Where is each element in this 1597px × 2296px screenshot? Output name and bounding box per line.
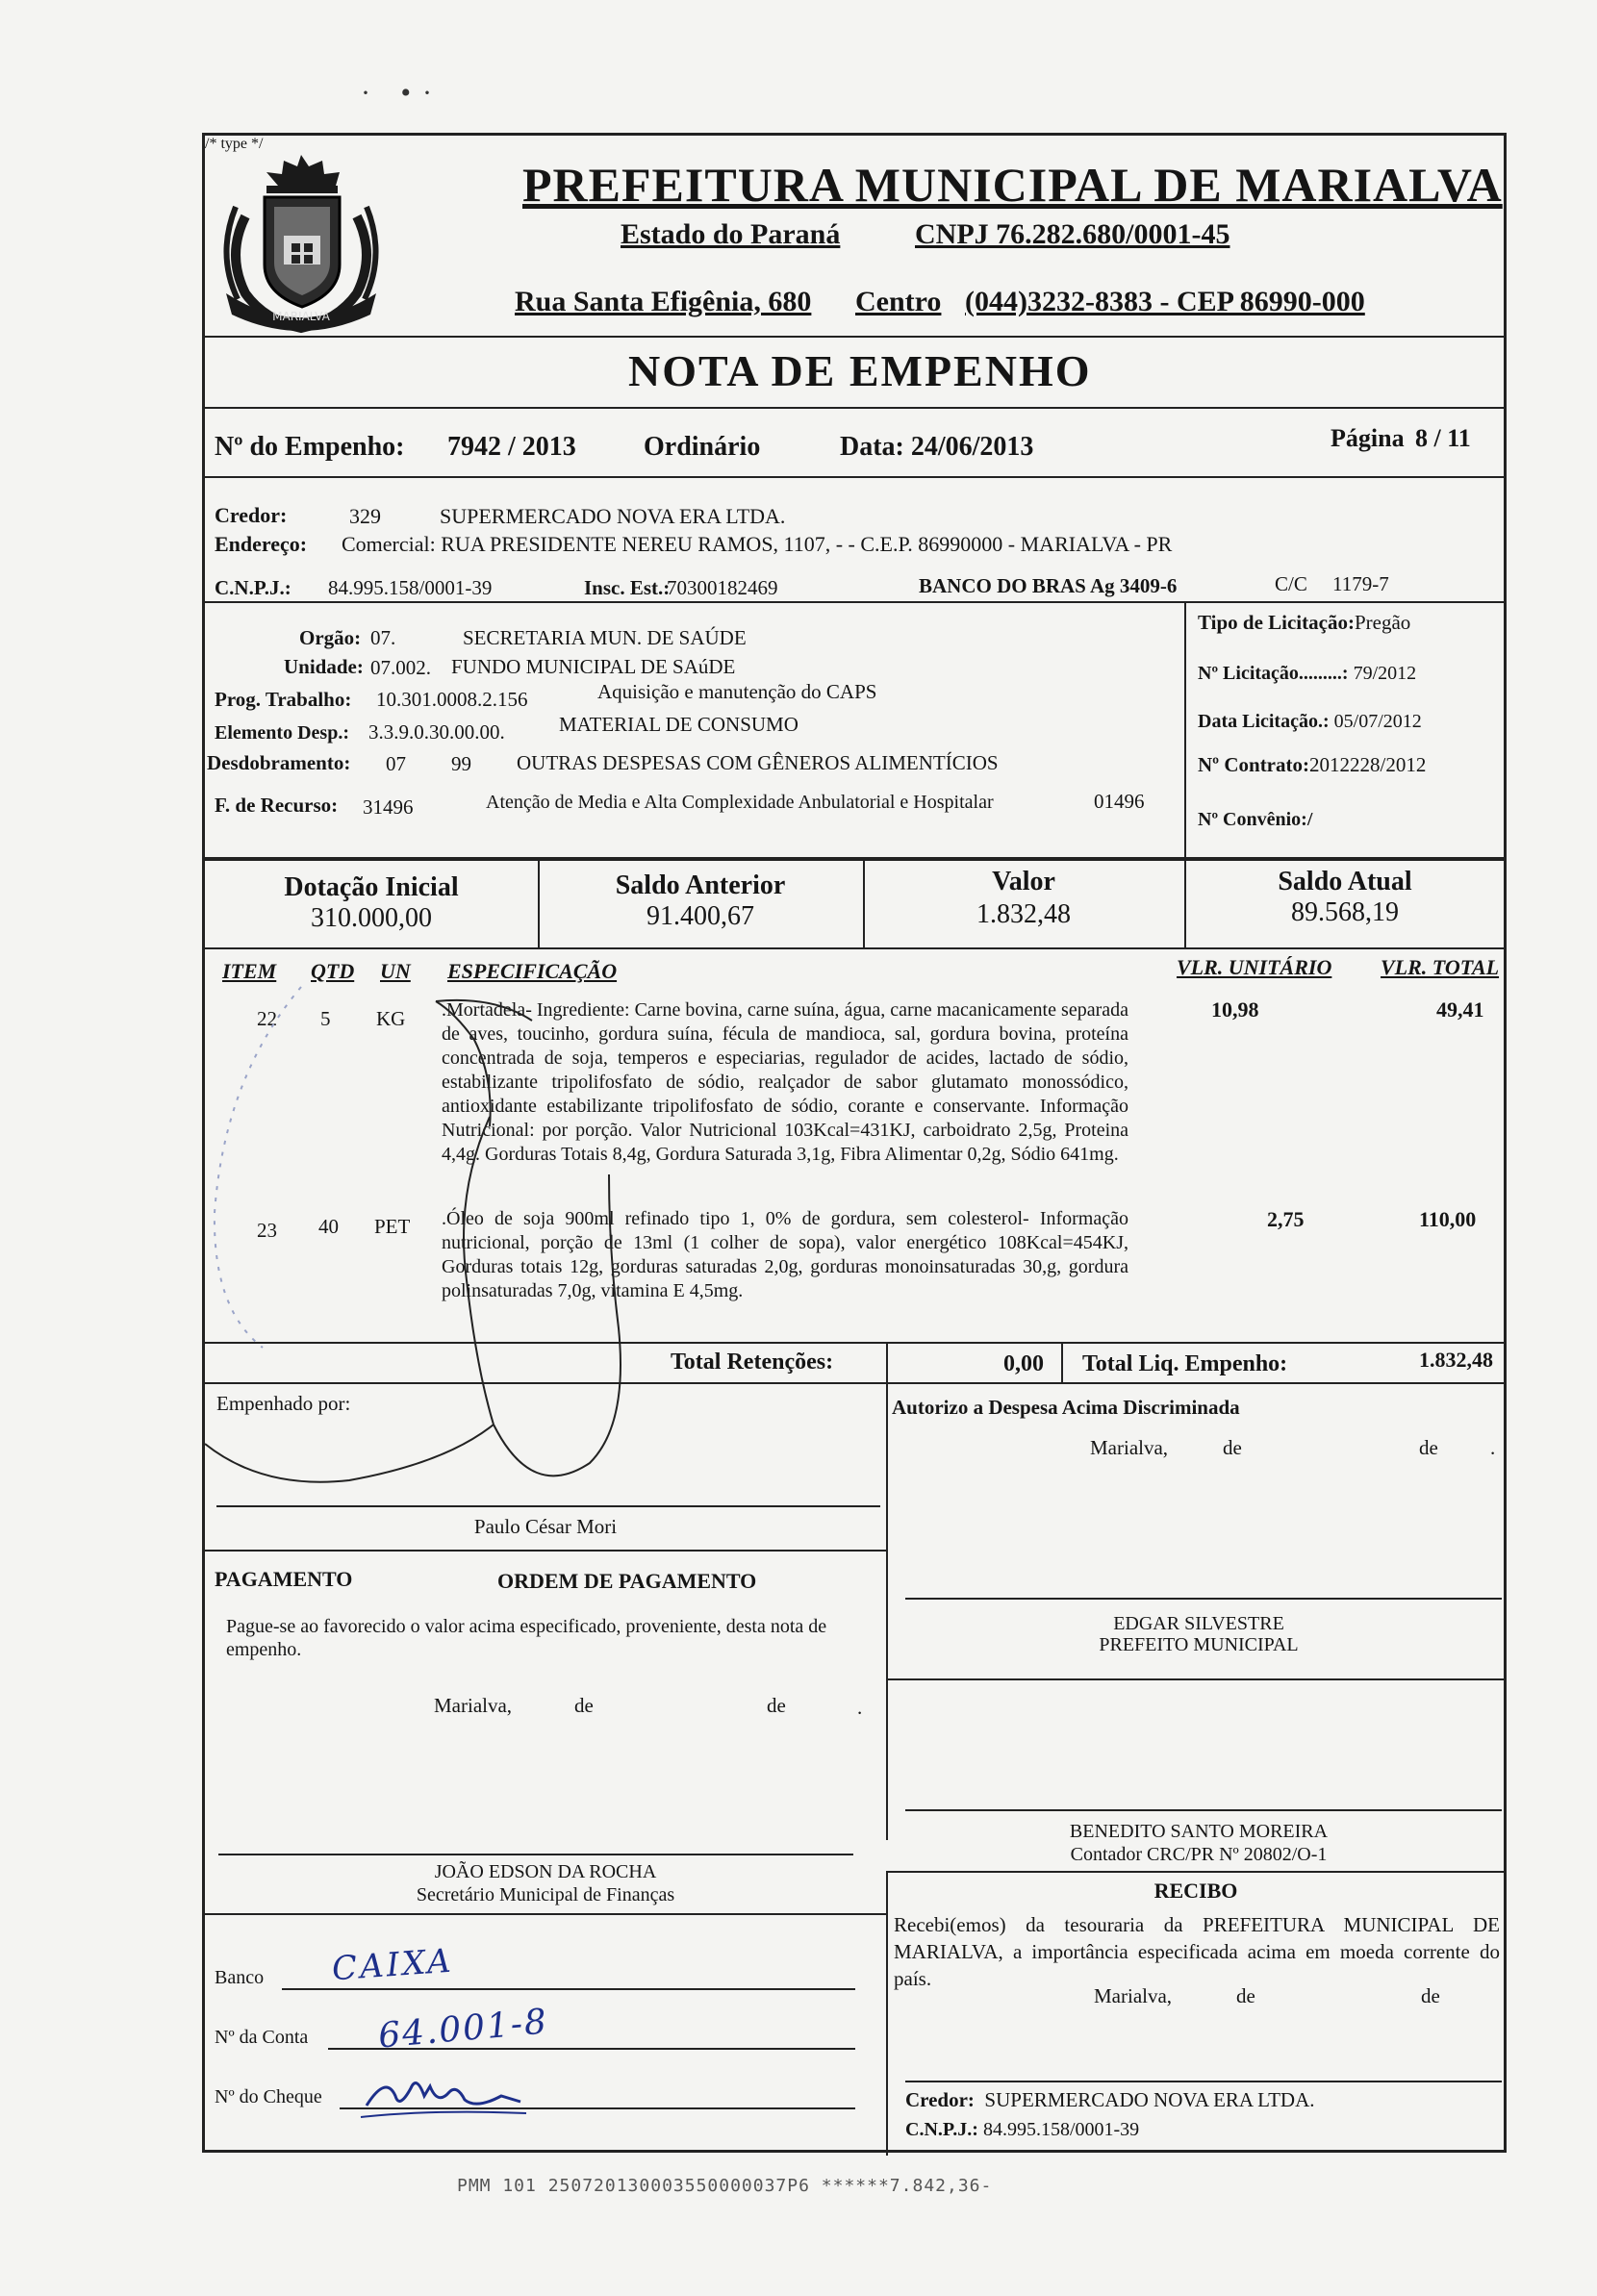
ordem-pagamento-label: ORDEM DE PAGAMENTO [497,1569,757,1593]
unidade-code: 07.002. [370,656,431,679]
recibo-de2: de [1421,1984,1440,2007]
item-23-unit-price: 2,75 [1267,1207,1305,1231]
col-especificacao: ESPECIFICAÇÃO [447,959,618,983]
recurso-code: 31496 [363,795,414,819]
header-state: Estado do Paraná [621,218,841,250]
endereco-label: Endereço: [215,532,308,556]
prefeito-role: PREFEITO MUNICIPAL [1099,1634,1299,1655]
pagamento-city: Marialva, [434,1694,513,1717]
unidade-name: FUNDO MUNICIPAL DE SAúDE [451,655,736,678]
page-number: 8 / 11 [1415,424,1471,452]
recibo-cnpj: C.N.P.J.: 84.995.158/0001-39 [905,2119,1140,2140]
pagamento-text: Pague-se ao favorecido o valor acima especificado, proveniente, desta nota de empenho. [226,1616,827,1660]
bank-info: BANCO DO BRAS Ag 3409-6 [919,574,1178,597]
saldo-atual-value: 89.568,19 [1291,897,1399,927]
convenio-number: Nº Convênio:/ [1198,809,1313,830]
scan-specks: · •· [361,77,444,109]
desdobramento-name: OUTRAS DESPESAS COM GÊNEROS ALIMENTÍCIOS [517,751,999,774]
unidade-label: Unidade: [284,655,364,678]
autorizo-city: Marialva, [1090,1436,1169,1459]
item-23-qty: 40 [318,1215,339,1238]
svg-text:MARIALVA: MARIALVA [272,310,330,323]
header-phone-cep: (044)3232-8383 - CEP 86990-000 [965,286,1365,317]
pagamento-period: . [857,1696,863,1719]
insc-value: 70300182469 [667,576,778,599]
orgao-label: Orgão: [299,626,362,649]
recibo-credor: Credor: SUPERMERCADO NOVA ERA LTDA. [905,2088,1315,2111]
orgao-name: SECRETARIA MUN. DE SAÚDE [463,626,747,649]
nota-de-empenho-form: MARIALVA PREFEITURA MUNICIPAL DE MARIALVA Estado do Paraná CNPJ 76.282.680/0001-45 Rua Santa Efigênia, 680 Centro (044)3232-8383 - CEP 86990-000 NOTA DE EMPENHO Nº do Empenho: 7942 / 2013 /* type */ Ordinário Data: 24/06/2013 Página 8 / 11 Credor: 329 SUPERMERCADO NOVA ERA LTDA. Endereço: Comercial: RUA PRESIDENTE NEREU RAMOS, 1107, - - C.E.P. 86990000 - MARIALVA - PR C.N.P.J.: 84.995.158/0001-39 Insc. Est.: 70300182469 BANCO DO BRAS Ag 3409-6 C/C 1179-7 Orgão: 07. SECRETARIA MUN. DE SAÚDE Unidade: 07.002. FUNDO MUNICIPAL DE SAúDE Prog. Trabalho: 10.301.0008.2.156 Aquisição e manutenção do CAPS Elemento Desp.: 3.3.9.0.30.00.00. MATERIAL DE CONSUMO Desdobramento: 07 99 OUTRAS DESPESAS COM GÊNEROS ALIMENTÍCIOS F. de Recurso: 31496 Atenção de Media e Alta Complexidade Anbulatorial e Hospitalar 01496 Tipo de Licitação:Pregão Nº Licitação.........: 79/2012 Data Licitação.: 05/07/2012 Nº Contrato:2012228/2012 Nº Convênio:/ Dotação Inicial 310.000,00 Saldo Anterior 91.400,67 Valor 1.832,48 Saldo Atual 89.568,19 ITEM QTD UN ESPECIFICAÇÃO VLR. UNITÁRIO VLR. TOTAL 22 5 KG .Mortadela- Ingrediente: Carne bovina, carne suína, água, carne macanicamente separada de aves, toucinho, gordura suína, fécula de mandioca, sal, gordura bovina, proteína concentrada de soja, temperos e especiarias, regulador de acides, lactado de sódio, estabilizante tripolifosfato de sódio, realçador de sabor glutamato monossódico, antioxidante estabilizante tripolifosfato de sódio, corante e conservante. Informação Nutricional: por porção. Valor Nutricional 103Kcal=431KJ, carboidrato 2,5g, Proteina 4,4g. Gorduras Totais 8,4g, Gordura Saturada 3,1g, Fibra Alimentar 0,2g, Sódio 641mg. 10,98 49,41 23 40 PET .Óleo de soja 900ml refinado tipo 1, 0% de gordura, sem colesterol- Informação nutricional, porção de 13ml (1 colher de sopa), valor energético 108Kcal=454KJ, Gorduras totais 12g, gorduras saturadas 2,0g, gorduras monoinsaturadas 30,g, gordura polinsaturadas 7,0g, vitamina E 4,5mg. 2,75 110,00 Total Retenções: 0,00 Total Liq. Empenho: 1.832,48 Empenhado por: Paulo César Mori Autorizo a Despesa Acima Discriminada Marialva, de de . PAGAMENTO ORDEM DE PAGAMENTO Pague-se ao favorecido o valor acima especificado, proveniente, desta nota de empenho. Marialva, de de . EDGAR SILVESTRE PREFEITO MUNICIPAL BENEDITO SANTO MOREIRA Contador CRC/PR Nº 20802/O-1 JOÃO EDSON DA ROCHA Secretário Municipal de Finanças RECIBO Recebi(emos) da tesouraria da PREFEITURA MUNICIPAL DE MARIALVA, a importância especificada acima em moeda corrente do país. Marialva, de de Credor: SUPERMERCADO NOVA ERA LTDA. C.N.P.J.: 84.995.158/0001-39 Banco Nº da Conta Nº do Cheque CAIXA 64.001-8 [202,133,1507,2153]
credor-label: Credor: [215,503,288,527]
item-23-unit: PET [374,1215,411,1238]
valor-value: 1.832,48 [976,899,1071,929]
prefeito-name: EDGAR SILVESTRE [1113,1613,1284,1634]
elemento-label: Elemento Desp.: [215,722,349,744]
pagamento-label: PAGAMENTO [215,1567,353,1591]
contador-name: BENEDITO SANTO MOREIRA [1069,1821,1329,1842]
saldo-anterior-value: 91.400,67 [646,901,754,931]
header-title: PREFEITURA MUNICIPAL DE MARIALVA [522,158,1503,212]
desdobramento-a: 07 [386,752,406,775]
autorizo-label: Autorizo a Despesa Acima Discriminada [892,1396,1240,1419]
cc-label: C/C [1275,572,1307,595]
dotacao-value: 310.000,00 [311,903,432,933]
empenho-number-label: Nº do Empenho: [215,432,405,462]
recibo-de1: de [1236,1984,1255,2007]
prog-code: 10.301.0008.2.156 [376,688,528,711]
footer-code: PMM 101 250720130003550000037P6 ******7.842,36- [457,2176,993,2196]
item-22-number: 22 [257,1007,277,1030]
banco-label: Banco [215,1967,265,1988]
recibo-title: RECIBO [1153,1879,1238,1903]
autorizo-de1: de [1223,1436,1242,1459]
total-liquido-value: 1.832,48 [1419,1348,1493,1372]
insc-label: Insc. Est.: [584,576,671,599]
item-22-unit-price: 10,98 [1211,997,1259,1022]
col-item: ITEM [222,959,277,983]
cheque-signature-icon [357,2067,530,2125]
pagamento-de1: de [574,1694,594,1717]
total-retencoes-value: 0,00 [1003,1351,1044,1376]
desdobramento-label: Desdobramento: [207,751,351,774]
item-22-unit: KG [376,1007,406,1030]
total-retencoes-label: Total Retenções: [671,1350,834,1375]
total-liquido-label: Total Liq. Empenho: [1082,1351,1288,1376]
municipal-crest-icon [207,149,395,338]
dotacao-label: Dotação Inicial [284,872,459,902]
document-title: NOTA DE EMPENHO [628,346,1092,395]
secretario-role: Secretário Municipal de Finanças [416,1884,675,1905]
licitacao-number: Nº Licitação.........: 79/2012 [1198,663,1417,684]
item-23-number: 23 [257,1219,277,1242]
orgao-code: 07. [370,626,396,649]
empenho-date: Data: 24/06/2013 [840,432,1034,462]
autorizo-de2: de [1419,1436,1438,1459]
item-23-total: 110,00 [1419,1207,1477,1231]
autorizo-period: . [1490,1436,1496,1459]
col-vlr-total: VLR. TOTAL [1381,955,1500,979]
recibo-city: Marialva, [1094,1984,1173,2007]
cc-value: 1179-7 [1332,572,1389,595]
header-district: Centro [855,286,942,317]
empenho-number: 7942 / 2013 [447,432,576,462]
item-22-total: 49,41 [1436,997,1484,1022]
contrato-number: Nº Contrato:2012228/2012 [1198,753,1427,776]
prog-name: Aquisição e manutenção do CAPS [597,680,877,703]
item-22-description: .Mortadela- Ingrediente: Carne bovina, carne suína, água, carne macanicamente separada de aves, toucinho, gordura suína, fécula de mandioca, sal, gordura bovina, proteína concentrada de soja, temperos e especiarias, regulador de acides, lactado de sódio, estabilizante tripolifosfato de sódio, realçador de sabor glutamato monossódico, antioxidante estabilizante tripolifosfato de sódio, corante e conservante. Informação Nutricional: por porção. Valor Nutricional 103Kcal=431KJ, carboidrato 2,5g, Proteina 4,4g. Gorduras Totais 8,4g, Gordura Saturada 3,1g, Fibra Alimentar 0,2g, Sódio 641mg. [442,999,1128,1165]
desdobramento-b: 99 [451,752,471,775]
conta-handwritten: 64.001-8 [376,2002,550,2056]
header-address: Rua Santa Efigênia, 680 [515,286,812,317]
item-23-description: .Óleo de soja 900ml refinado tipo 1, 0% de gordura, sem colesterol- Informação nutricional, porção de 13ml (1 colher de sopa), valor energético 108Kcal=454KJ, Gorduras totais 12g, gorduras saturadas 2,0g, gorduras monoinsaturadas 30,g, gordura polinsaturadas 7,0g, vitamina E 4,5mg. [442,1208,1128,1301]
header-cnpj: CNPJ 76.282.680/0001-45 [915,218,1230,250]
recurso-name: Atenção de Media e Alta Complexidade Anbulatorial e Hospitalar [486,792,994,813]
recurso-number: 01496 [1094,790,1145,813]
empenhado-por-name: Paulo César Mori [473,1515,618,1538]
empenhado-por-label: Empenhado por: [216,1392,351,1415]
recurso-label: F. de Recurso: [215,794,339,817]
secretario-name: JOÃO EDSON DA ROCHA [434,1861,657,1882]
col-un: UN [380,959,411,983]
col-vlr-unitario: VLR. UNITÁRIO [1177,955,1332,979]
contador-role: Contador CRC/PR Nº 20802/O-1 [1070,1844,1328,1865]
valor-label: Valor [992,867,1055,896]
licitacao-date: Data Licitação.: 05/07/2012 [1198,711,1422,732]
saldo-anterior-label: Saldo Anterior [615,870,786,900]
recibo-text: Recebi(emos) da tesouraria da PREFEITURA MUNICIPAL DE MARIALVA, a importância especificada acima em moeda corrente do país. [894,1913,1500,1990]
cnpj-value: 84.995.158/0001-39 [328,576,493,599]
elemento-code: 3.3.9.0.30.00.00. [368,720,505,744]
credor-code: 329 [349,504,381,528]
pagamento-de2: de [767,1694,786,1717]
conta-label: Nº da Conta [215,2027,309,2048]
page-label: Página [1331,424,1405,452]
prog-label: Prog. Trabalho: [215,688,352,711]
saldo-atual-label: Saldo Atual [1278,867,1412,896]
col-qtd: QTD [311,959,355,983]
endereco-value: Comercial: RUA PRESIDENTE NEREU RAMOS, 1107, - - C.E.P. 86990000 - MARIALVA - PR [342,532,1173,556]
elemento-name: MATERIAL DE CONSUMO [559,713,798,736]
item-22-qty: 5 [320,1007,331,1030]
credor-name: SUPERMERCADO NOVA ERA LTDA. [440,504,786,528]
cnpj-label: C.N.P.J.: [215,576,292,599]
cheque-label: Nº do Cheque [215,2086,322,2107]
empenho-type: Ordinário [644,432,761,462]
licitacao-type: Tipo de Licitação:Pregão [1198,611,1411,634]
banco-handwritten: CAIXA [330,1941,455,1989]
